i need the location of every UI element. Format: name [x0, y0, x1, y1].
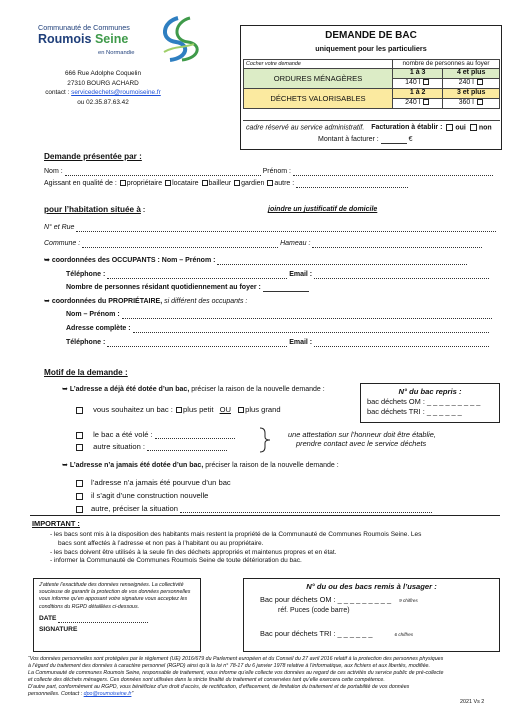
- occupants-email-field[interactable]: [314, 278, 489, 279]
- owner-address-field[interactable]: [133, 332, 489, 333]
- attestation-note: une attestation sur l’honneur doit être établie, prendre contact avec le service déchets: [288, 430, 436, 448]
- smaller-checkbox[interactable]: [176, 407, 182, 413]
- bailleur-checkbox[interactable]: [202, 180, 208, 186]
- owner-title: ➥ coordonnées du PROPRIÉTAIRE, si différent des occupants :: [44, 298, 248, 305]
- owner-email-field[interactable]: [314, 346, 489, 347]
- commune-field[interactable]: [82, 247, 278, 248]
- new-construction-row: il s’agit d’une construction nouvelle: [74, 491, 208, 500]
- owner-address-row: Adresse complète :: [66, 325, 489, 333]
- hameau-field[interactable]: [312, 247, 482, 248]
- owner-name-row: Nom – Prénom :: [66, 311, 492, 319]
- owner-phone-field[interactable]: [107, 346, 287, 347]
- delivered-bin-box: N° du ou des bacs remis à l’usager : Bac pour déchets OM : _ _ _ _ _ _ _ _ _ 9 chiffres réf. Puces (code barre) Bac pour déchets TRI : _ _ _ _ _ _ 6 chiffres: [243, 578, 500, 652]
- important-divider: [30, 515, 500, 516]
- name-row: Nom : Prénom :: [44, 168, 493, 176]
- logo-text-line2: Roumois Seine: [38, 32, 129, 46]
- owner-contact-row: Téléphone : Email :: [66, 339, 489, 347]
- bigger-checkbox[interactable]: [238, 407, 244, 413]
- admin-divider: [243, 120, 500, 121]
- commune-row: Commune : Hameau :: [44, 240, 482, 248]
- other-new-checkbox[interactable]: [76, 506, 83, 513]
- proprietaire-checkbox[interactable]: [120, 180, 126, 186]
- occupants-phone-field[interactable]: [107, 278, 287, 279]
- dv-240-checkbox[interactable]: [423, 99, 429, 105]
- billing-non-checkbox[interactable]: [470, 124, 477, 131]
- delivered-tri-number-field[interactable]: _ _ _ _ _ _: [337, 629, 373, 639]
- logo-graphic: [150, 12, 220, 64]
- dv-360-checkbox[interactable]: [477, 99, 483, 105]
- important-list: - les bacs sont mis à la disposition des habitants mais restent la propriété de la Communauté de Communes Roumois Seine. Les bacs sont affectés à l’adresse et non pas à l’habitant ou au propriétaire. - les bacs doivent être utilisés à la seule fin des déchets appropriés et maintenus propres et en état. - informer la Communauté de Communes Roumois Seine de toute détérioration du bac.: [50, 531, 422, 565]
- om-140-checkbox[interactable]: [423, 79, 429, 85]
- dv-label: DÉCHETS VALORISABLES: [244, 88, 393, 108]
- important-title: IMPORTANT :: [32, 519, 80, 528]
- never-equipped-checkbox[interactable]: [76, 480, 83, 487]
- brace-icon: [258, 427, 272, 453]
- new-construction-checkbox[interactable]: [76, 493, 83, 500]
- gardien-checkbox[interactable]: [234, 180, 240, 186]
- request-title: DEMANDE DE BAC: [325, 30, 417, 41]
- other-new-row: autre, préciser la situation: [74, 504, 432, 513]
- change-size-row: vous souhaitez un bac : plus petit OU plus grand: [74, 405, 281, 414]
- om-240-checkbox[interactable]: [477, 79, 483, 85]
- other-situation-row: autre situation :: [74, 442, 227, 451]
- signature-box: J’atteste l’exactitude des données renseignées. La collectivité soucieuse de garantir la protection de vos données personnelles vous informe qu’en apposant votre signature vous acceptez les conditions du RGPD détaillées ci-dessous. DATE SIGNATURE: [33, 578, 201, 652]
- amount-field[interactable]: [381, 143, 407, 144]
- signature-label: SIGNATURE: [39, 625, 78, 633]
- household-size-row: Nombre de personnes résidant quotidiennement au foyer :: [66, 284, 309, 292]
- section-requester-title: Demande présentée par :: [44, 152, 142, 161]
- locataire-checkbox[interactable]: [165, 180, 171, 186]
- dpo-email-link[interactable]: dpo@roumoiseine.fr: [83, 691, 132, 697]
- section-reason-title: Motif de la demande :: [44, 368, 128, 377]
- prenom-field[interactable]: [293, 175, 493, 176]
- case-existing-title: ➥ L’adresse a déjà été dotée d’un bac, préciser la raison de la nouvelle demande :: [62, 386, 325, 393]
- other-situation-field[interactable]: [147, 450, 227, 451]
- autre-checkbox[interactable]: [267, 180, 273, 186]
- address-block: 666 Rue Adolphe Coquelin 27310 BOURG ACHARD contact : servicedechets@roumoiseine.fr ou 02.35.87.63.42: [45, 70, 161, 106]
- quality-row: Agissant en qualité de : propriétaire locataire bailleur gardien autre :: [44, 180, 408, 188]
- stolen-field[interactable]: [155, 438, 235, 439]
- billing-oui-checkbox[interactable]: [446, 124, 453, 131]
- returned-bin-box: N° du bac repris : bac déchets OM : _ _ _ _ _ _ _ _ _ bac déchets TRI : _ _ _ _ _ _: [360, 383, 500, 423]
- street-row: N° et Rue: [44, 224, 496, 232]
- stolen-checkbox[interactable]: [76, 432, 83, 439]
- stolen-row: le bac a été volé :: [74, 430, 235, 439]
- change-size-checkbox[interactable]: [76, 407, 83, 414]
- om-label: ORDURES MÉNAGÈRES: [244, 68, 393, 88]
- version-label: 2021 Vs 2: [460, 699, 485, 705]
- owner-name-field[interactable]: [122, 318, 492, 319]
- household-size-field[interactable]: [263, 291, 309, 292]
- occupants-name-field[interactable]: [217, 264, 467, 265]
- request-subtitle: uniquement pour les particuliers: [315, 44, 427, 53]
- other-situation-checkbox[interactable]: [76, 444, 83, 451]
- logo-text-line3: en Normandie: [98, 50, 135, 56]
- autre-field[interactable]: [296, 187, 408, 188]
- gdpr-footer: “Vos données personnelles sont protégées par le règlement (UE) 2016/679 du Parlement européen et du Conseil du 27 avril 2016 relatif à la protection des personnes physiques à l’égard du traitement des données à caractère personnel (RGPD) ainsi qu’à la loi n° 78-17 du 6 janvier 1978 relative à l’informatique, aux fichiers et aux libertés, modifiée. La Communauté de communes Roumois Seine, responsable de traitement, vous informe qu’elle collecte vos données au regard de ces activités du service public de pré-collecte et collecte des déchets ménagers. Ces données sont utilisées dans la stricte finalité du traitement et conservées tant qu’elle exercera cette compétence. D’autre part, conformément au RGPD, vous bénéficiez d’un droit d’accès, de rectification, d’effacement, de limitation du traitement et de portabilité de vos données personnelles. Contact : dpo@roumoiseine.fr”: [28, 656, 444, 697]
- contact-email-link[interactable]: servicedechets@roumoiseine.fr: [71, 89, 161, 97]
- returned-om-number-field[interactable]: _ _ _ _ _ _ _ _ _: [426, 397, 481, 407]
- other-new-field[interactable]: [180, 512, 432, 513]
- occupants-title: ➥ coordonnées des OCCUPANTS : Nom – Prénom :: [44, 257, 467, 265]
- never-equipped-row: l’adresse n’a jamais été pourvue d’un bac: [74, 478, 231, 487]
- occupants-contact-row: Téléphone : Email :: [66, 271, 489, 279]
- date-field[interactable]: [58, 622, 148, 623]
- case-new-title: ➥ L’adresse n’a jamais été dotée d’un bac, préciser la raison de la nouvelle demande :: [62, 462, 339, 469]
- nom-field[interactable]: [65, 175, 261, 176]
- amount-row: Montant à facturer : €: [318, 136, 413, 143]
- street-field[interactable]: [76, 231, 496, 232]
- section-dwelling-title: pour l’habitation située à :: [44, 205, 146, 214]
- delivered-om-number-field[interactable]: _ _ _ _ _ _ _ _ _: [337, 595, 392, 605]
- logo-text-line1: Communauté de Communes: [38, 23, 130, 32]
- admin-row: cadre réservé au service administratif. Facturation à établir : oui non: [246, 124, 492, 132]
- returned-tri-number-field[interactable]: _ _ _ _ _ _: [426, 406, 462, 416]
- bin-choice-table: Cocher votre demande nombre de personnes au foyer ORDURES MÉNAGÈRES 1 à 3 4 et plus 140 l 240 l DÉCHETS VALORISABLES 1 à 2 3 et plus 240 l 360 l: [243, 59, 500, 109]
- dwelling-proof-note: joindre un justificatif de domicile: [268, 206, 378, 213]
